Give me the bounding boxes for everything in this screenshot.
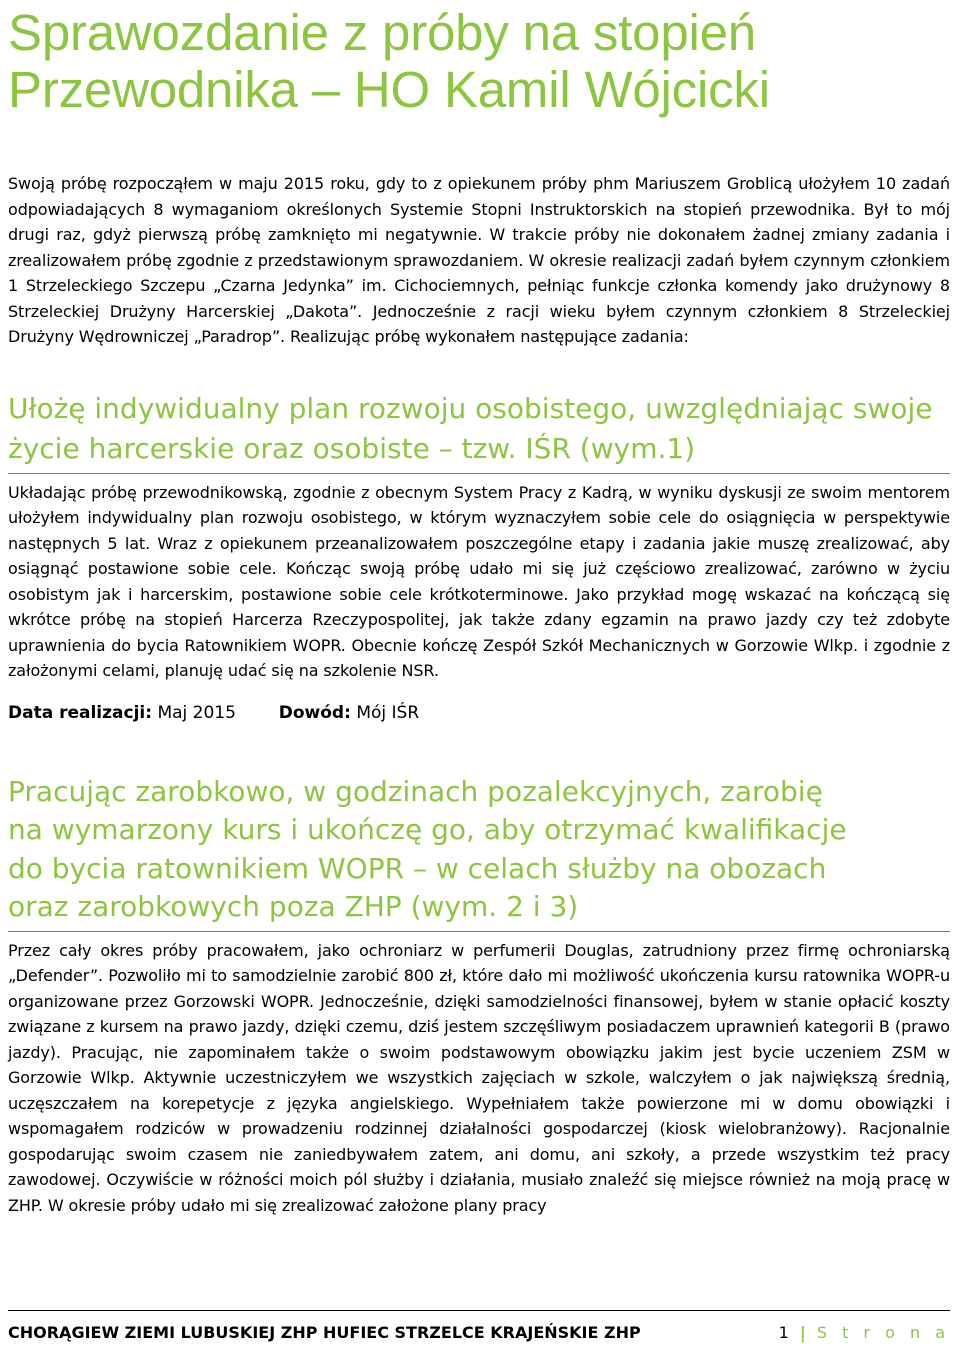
proof-value: Mój IŚR bbox=[356, 702, 420, 723]
section-2-heading-line-4: oraz zarobkowych poza ZHP (wym. 2 i 3) bbox=[8, 890, 579, 923]
section-1-body: Układając próbę przewodnikowską, zgodnie z obecnym System Pracy z Kadrą, w wyniku dyskusji ze swoim mentorem ułożyłem indywidualny plan rozwoju osobistego, w którym wyznaczyłem sobie cele do osiągnięcia w perspektywie następnych 5 lat. Wraz z opiekunem przeanalizowałem poszczególne etapy i zadania jakie muszę zrealizować, aby osiągnąć postawione sobie cele. Kończąc swoją próbę udało mi się już częściowo zrealizować, zarówno w życiu osobistym jak i harcerskim, postawione sobie cele krótkoterminowe. Jako przykład mogę wskazać na kończącą się wkrótce próbę na stopień Harcerza Rzeczypospolitej, jak także zdany egzamin na prawo jazdy czy też zdobyte uprawnienia do bycia Ratownikiem WOPR. Obecnie kończę Zespół Szkół Mechanicznych w Gorzowie Wlkp. i zgodnie z założonymi celami, planuję udać się na szkolenie NSR. bbox=[8, 482, 950, 680]
section-1-meta bbox=[8, 701, 950, 726]
proof-label: Dowód: bbox=[278, 702, 351, 723]
date-value: Maj 2015 bbox=[157, 702, 236, 723]
section-2-heading-line-3: do bycia ratownikiem WOPR – w celach służby na obozach bbox=[8, 851, 827, 885]
section-2-heading-line-2: na wymarzony kurs i ukończę go, aby otrzymać kwalifikacje bbox=[8, 813, 847, 846]
document-page bbox=[8, 0, 950, 1218]
page-footer bbox=[8, 1310, 950, 1343]
page-label: S t r o n a bbox=[816, 1323, 950, 1342]
title-line-2: Przewodnika – HO Kamil Wójcicki bbox=[8, 61, 770, 118]
section-1-heading: Ułożę indywidualny plan rozwoju osobistego, uwzględniając swoje życie harcerskie oraz osobiste – tzw. IŚR (wym.1) bbox=[8, 389, 950, 474]
title-line-1: Sprawozdanie z próby na stopień bbox=[8, 4, 756, 61]
footer-organization: CHORĄGIEW ZIEMI LUBUSKIEJ ZHP HUFIEC STRZELCE KRAJEŃSKIE ZHP bbox=[8, 1323, 641, 1342]
section-2-heading-line-1: Pracując zarobkowo, w godzinach pozalekcyjnych, zarobię bbox=[8, 774, 823, 808]
section-2-heading bbox=[8, 773, 950, 932]
footer-separator: | bbox=[799, 1323, 806, 1342]
date-label: Data realizacji: bbox=[8, 702, 153, 723]
section-2-body: Przez cały okres próby pracowałem, jako ochroniarz w perfumerii Douglas, zatrudniony przez firmę ochroniarską „Defender”. Pozwoliło mi to samodzielnie zarobić 800 zł, które dało mi możliwość ukończenia kursu ratownika WOPR-u organizowane przez Gorzowski WOPR. Jednocześnie, dzięki samodzielności finansowej, byłem w stanie opłacić koszty związane z kursem na prawo jazdy, dzięki czemu, dziś jestem szczęśliwym posiadaczem uprawnień kategorii B (prawo jazdy). Pracując, nie zapominałem także o swoim podstawowym obowiązku jakim jest bycie uczeniem ZSM w Gorzowie Wlkp. Aktywnie uczestniczyłem we wszystkich zajęciach w szkole, walczyłem o jak największą średnią, uczęszczałem na korepetycje z języka angielskiego. Wypełniałem także powierzone mi w domu obowiązki i wspomagałem rodziców w prowadzeniu rodzinnej działalności gospodarczej (kiosk wielobranżowy). Racjonalnie gospodarując swoim czasem nie zaniedbywałem zatem, ani domu, ani szkoły, a przede wszystkim też pracy zawodowej. Oczywiście w różności moich pól służby i działania, musiało znaleźć się miejsce również na moją pracę w ZHP. W okresie próby udało mi się zrealizować założone plany pracy bbox=[8, 940, 950, 1215]
intro-paragraph: Swoją próbę rozpocząłem w maju 2015 roku, gdy to z opiekunem próby phm Mariuszem Groblicą ułożyłem 10 zadań odpowiadających 8 wymaganiom określonych Systemie Stopni Instruktorskich na stopień przewodnika. Był to mój drugi raz, gdyż pierwszą próbę zamknięto mi negatywnie. W trakcie próby nie dokonałem żadnej zmiany zadania i zrealizowałem próbę zgodnie z przedstawionym sprawozdaniem. W okresie realizacji zadań byłem czynnym członkiem 1 Strzeleckiego Szczepu „Czarna Jedynka” im. Cichociemnych, pełniąc funkcje członka komendy jako drużynowy 8 Strzeleckiej Drużyny Harcerskiej „Dakota”. Jednocześnie z racji wieku byłem czynnym członkiem 8 Strzeleckiej Drużyny Wędrowniczej „Paradrop”. Realizując próbę wykonałem następujące zadania: bbox=[8, 174, 950, 346]
page-number-block bbox=[779, 1323, 950, 1343]
page-number: 1 bbox=[778, 1323, 789, 1342]
document-title bbox=[8, 4, 950, 118]
